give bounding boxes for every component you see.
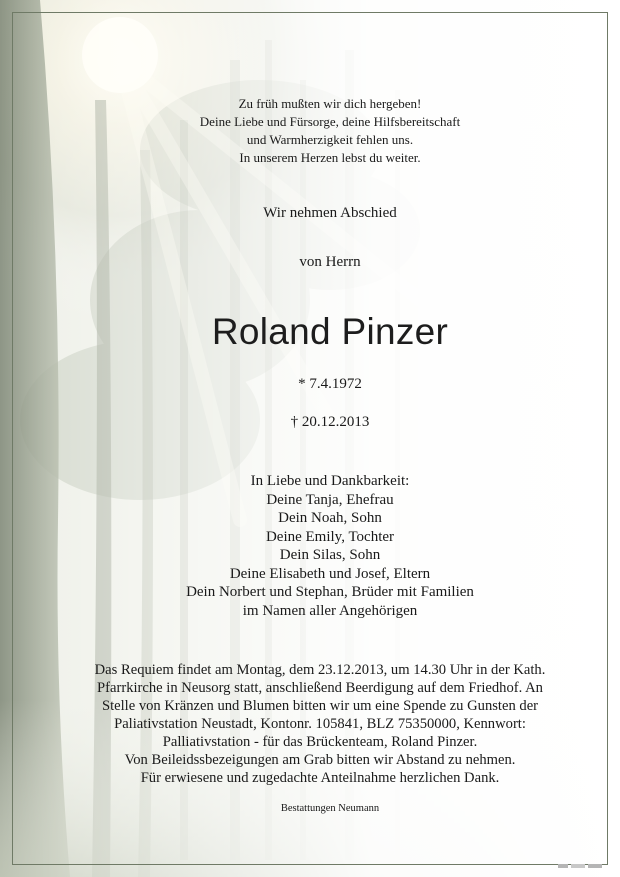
notice-line: Palliativstation - für das Brückenteam, Roland Pinzer. (162, 734, 478, 750)
intro-text: Wir nehmen Abschied (263, 205, 397, 221)
funeral-notice (30, 661, 610, 787)
undertaker-name: Bestattungen Neumann (280, 803, 380, 814)
publisher-logo-mark (558, 863, 602, 871)
mourners-block (40, 472, 620, 620)
notice-line: Das Requiem findet am Montag, dem 23.12.2013, um 14.30 Uhr in der Kath. (94, 662, 546, 678)
notice-line: Für erwiesene und zugedachte Anteilnahme herzlichen Dank. (140, 770, 500, 786)
notice-line: Stelle von Kränzen und Blumen bitten wir um eine Spende zu Gunsten der (101, 698, 539, 714)
mourner-line: Deine Elisabeth und Josef, Eltern (229, 565, 431, 582)
mourner-line: Deine Tanja, Ehefrau (266, 491, 394, 508)
notice-line: Pfarrkirche in Neusorg statt, anschließend Beerdigung auf dem Friedhof. An (97, 680, 543, 696)
deceased-name: Roland Pinzer (211, 311, 449, 352)
poem-line: und Warmherzigkeit fehlen uns. (246, 132, 414, 147)
poem-block (40, 95, 620, 167)
birth-date: * 7.4.1972 (298, 376, 362, 392)
death-date: † 20.12.2013 (290, 414, 370, 430)
mourner-line: Dein Noah, Sohn (278, 510, 382, 526)
notice-line: Paliativstation Neustadt, Kontonr. 105841, BLZ 75350000, Kennwort: (114, 716, 526, 732)
mourner-line: Dein Norbert und Stephan, Brüder mit Familien (186, 584, 474, 600)
salutation-text: von Herrn (299, 254, 361, 270)
poem-line: Deine Liebe und Fürsorge, deine Hilfsbereitschaft (199, 114, 461, 129)
mourner-line: In Liebe und Dankbarkeit: (250, 473, 410, 489)
mourner-line: Dein Silas, Sohn (279, 547, 381, 563)
poem-line: Zu früh mußten wir dich hergeben! (238, 96, 422, 111)
poem-line: In unserem Herzen lebst du weiter. (239, 150, 421, 165)
mourner-line: Deine Emily, Tochter (265, 528, 395, 545)
mourner-line: im Namen aller Angehörigen (242, 602, 418, 619)
notice-line: Von Beileidssbezeigungen am Grab bitten wir Abstand zu nehmen. (124, 752, 516, 768)
